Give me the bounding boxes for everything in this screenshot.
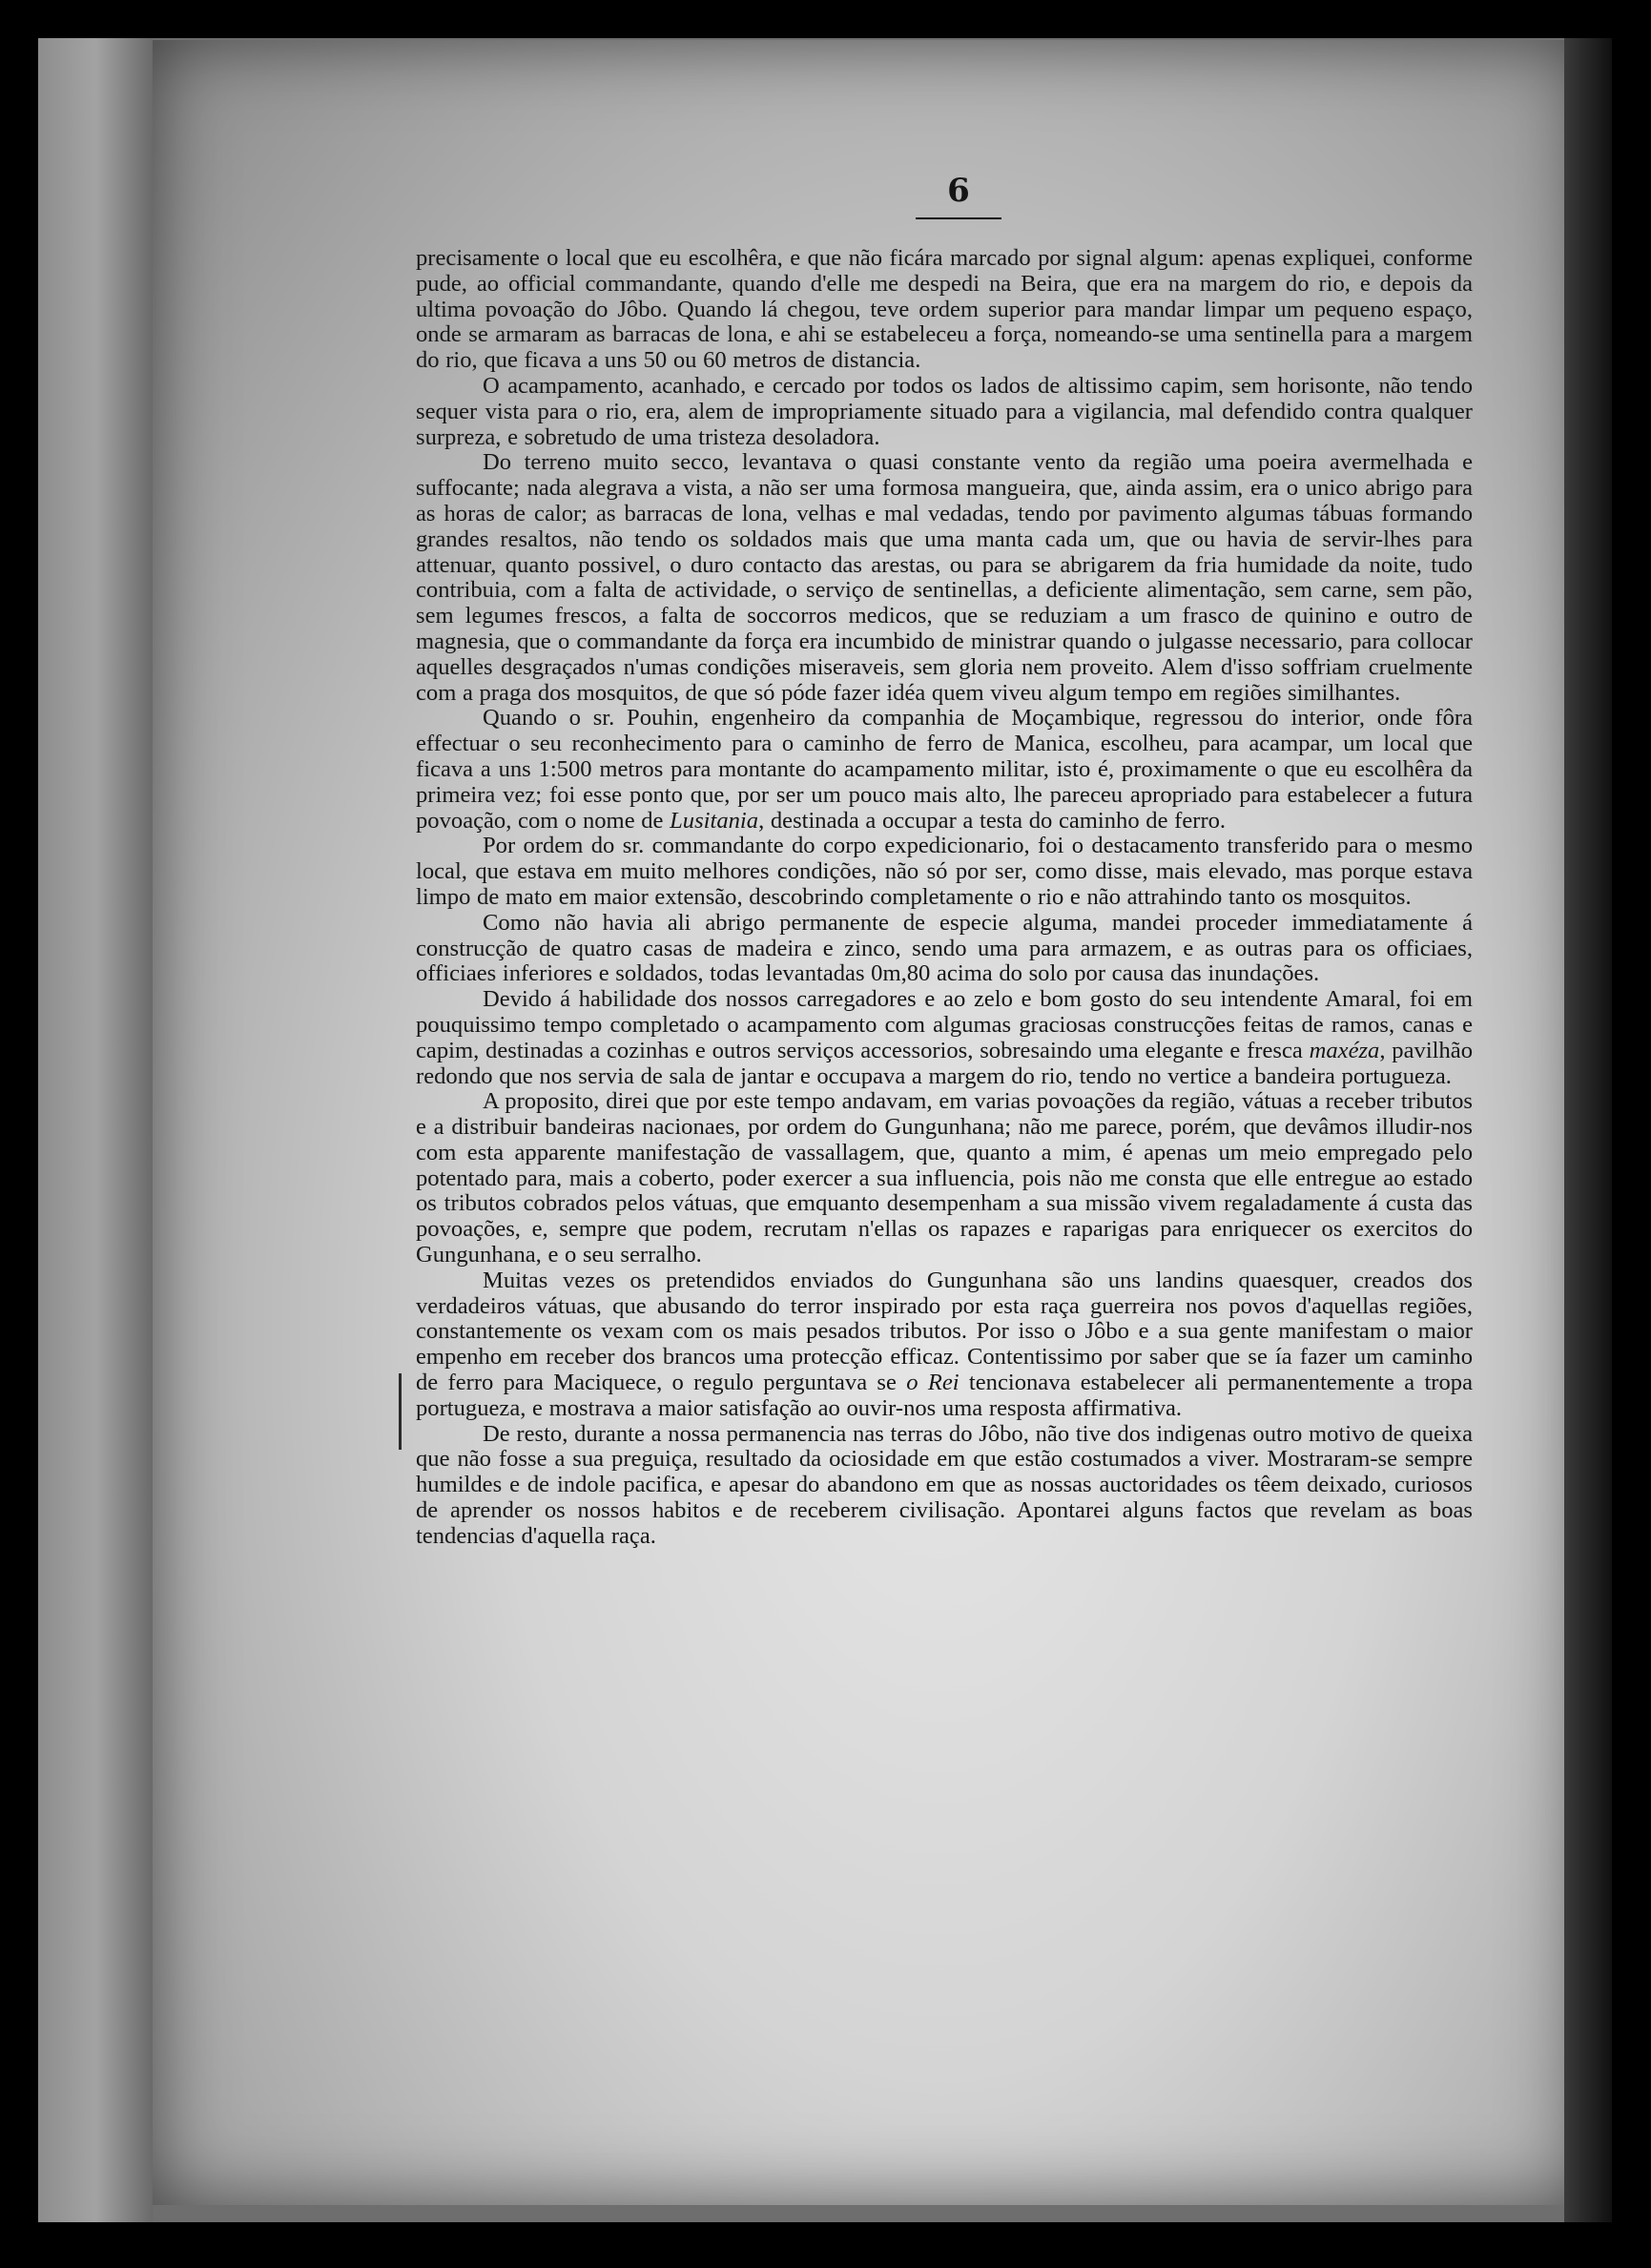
paragraph — [416, 987, 1473, 1089]
italic-term: maxéza — [1309, 1037, 1380, 1063]
italic-term: Lusitania — [670, 807, 759, 834]
paragraph: Por ordem do sr. commandante do corpo expedicionario, foi o destacamento transferido para o mesmo local, que estava em muito melhores condições, não só por ser, como disse, mais elevado, mas porque estava limpo de mato em maior extensão, descobrindo completamente o rio e não attrahindo tanto os mosquitos. — [416, 833, 1473, 910]
paragraph: Como não havia ali abrigo permanente de especie alguma, mandei proceder immediatamente á construcção de quatro casas de madeira e zinco, sendo uma para armazem, e as outras para os officiaes, officiaes inferiores e soldados, todas levantadas 0m,80 acima do solo por causa das inundações. — [416, 909, 1473, 987]
paragraph-text: tencionava estabelecer ali permanentemente a tropa portugueza, e mostrava a maior satisfação ao ouvir-nos uma resposta affirmativa. — [416, 1370, 1473, 1421]
paragraph-text: Muitas vezes os pretendidos enviados do Gungunhana são uns landins quaesquer, creados dos verdadeiros vátuas, que abusando do terror inspirado por esta raça guerreira nos povos d'aquellas regiões, constantemente os vexam com os mais pesados tributos. Por isso o Jôbo e a sua gente manifestam o maior empenho em receber dos brancos uma protecção efficaz. Contentissimo por saber que se ía fazer um caminho de ferro para Maciquece, o regulo perguntava se — [416, 1267, 1473, 1396]
paragraph — [416, 706, 1473, 834]
italic-term: o Rei — [906, 1370, 960, 1396]
body-text — [416, 246, 1473, 1550]
paragraph: De resto, durante a nossa permanencia nas terras do Jôbo, não tive dos indigenas outro motivo de queixa que não fosse a sua preguiça, resultado da ociosidade em que estão costumados a viver. Mostraram-se sempre humildes e de indole pacifica, e apesar do abandono em que as nossas auctoridades os têem deixado, curiosos de aprender os nossos habitos e de receberem civilisação. Apontarei alguns factos que revelam as boas tendencias d'aquella raça. — [416, 1420, 1473, 1549]
page-number: 6 — [916, 172, 1001, 219]
paragraph: O acampamento, acanhado, e cercado por todos os lados de altissimo capim, sem horisonte, não tendo sequer vista para o rio, era, alem de impropriamente situado para a vigilancia, mal defendido contra qualquer surpreza, e sobretudo de uma tristeza desoladora. — [416, 372, 1473, 450]
paragraph — [416, 1268, 1473, 1422]
page-edge-shadow — [1564, 38, 1612, 2222]
paragraph-text: , pavilhão redondo que nos servia de sala de jantar e occupava a margem do rio, tendo no vertice a bandeira portugueza. — [416, 1037, 1473, 1089]
paragraph: Do terreno muito secco, levantava o quasi constante vento da região uma poeira avermelhada e suffocante; nada alegrava a vista, a não ser uma formosa mangueira, que, ainda assim, era o unico abrigo para as horas de calor; as barracas de lona, velhas e mal vedadas, tendo por pavimento algumas tábuas formando grandes resaltos, não tendo os soldados mais que uma manta cada um, que ou havia de servir-lhes para attenuar, quanto possivel, o duro contacto das arestas, ou para se abrigarem da fria humidade da noite, tudo contribuia, com a falta de actividade, o serviço de sentinellas, a deficiente alimentação, sem carne, sem pão, sem legumes frescos, a falta de soccorros medicos, que se reduziam a um frasco de quinino e outro de magnesia, que o commandante da força era incumbido de ministrar quando o julgasse necessario, para collocar aquelles desgraçados n'umas condições miseraveis, sem gloria nem proveito. Alem d'isso soffriam cruelmente com a praga dos mosquitos, de que só póde fazer idéa quem viveu algum tempo em regiões similhantes. — [416, 449, 1473, 706]
paragraph: A proposito, direi que por este tempo andavam, em varias povoações da região, vátuas a receber tributos e a distribuir bandeiras nacionaes, por ordem do Gungunhana; não me parece, porém, que devâmos illudir-nos com esta apparente manifestação de vassallagem, que, quanto a mim, é apenas um meio empregado pelo potentado para, mais a coberto, poder exercer a sua influencia, pois não me consta que elle entregue ao estado os tributos cobrados pelos vátuas, que emquanto desempenham a sua missão vivem regaladamente á custa das povoações, e, sempre que podem, recrutam n'ellas os rapazes e raparigas para enriquecer os exercitos do Gungunhana, e o seu serralho. — [416, 1088, 1473, 1268]
binding-shadow — [38, 38, 153, 2222]
paragraph-text: Quando o sr. Pouhin, engenheiro da companhia de Moçambique, regressou do interior, onde fôra effectuar o seu reconhecimento para o caminho de ferro de Manica, escolheu, para acampar, um local que ficava a uns 1:500 metros para montante do acampamento militar, isto é, proximamente o que eu escolhêra da primeira vez; foi esse ponto que, por ser um pouco mais alto, lhe pareceu apropriado para estabelecer a futura povoação, com o nome de — [416, 705, 1473, 834]
paragraph-text: , destinada a occupar a testa do caminho de ferro. — [758, 807, 1227, 834]
margin-mark — [399, 1373, 402, 1450]
paragraph: precisamente o local que eu escolhêra, e que não ficára marcado por signal algum: apenas expliquei, conforme pude, ao official commandante, quando d'elle me despedi na Beira, que era na margem do rio, e depois da ultima povoação do Jôbo. Quando lá chegou, teve ordem superior para mandar limpar um pequeno espaço, onde se armaram as barracas de lona, e ahi se estabeleceu a força, nomeando-se uma sentinella para a margem do rio, que ficava a uns 50 ou 60 metros de distancia. — [416, 245, 1473, 374]
paragraph-text: Devido á habilidade dos nossos carregadores e ao zelo e bom gosto do seu intendente Amaral, foi em pouquissimo tempo completado o acampamento com algumas graciosas construcções feitas de ramos, canas e capim, destinadas a cozinhas e outros serviços accessorios, sobresaindo uma elegante e fresca — [416, 986, 1473, 1063]
